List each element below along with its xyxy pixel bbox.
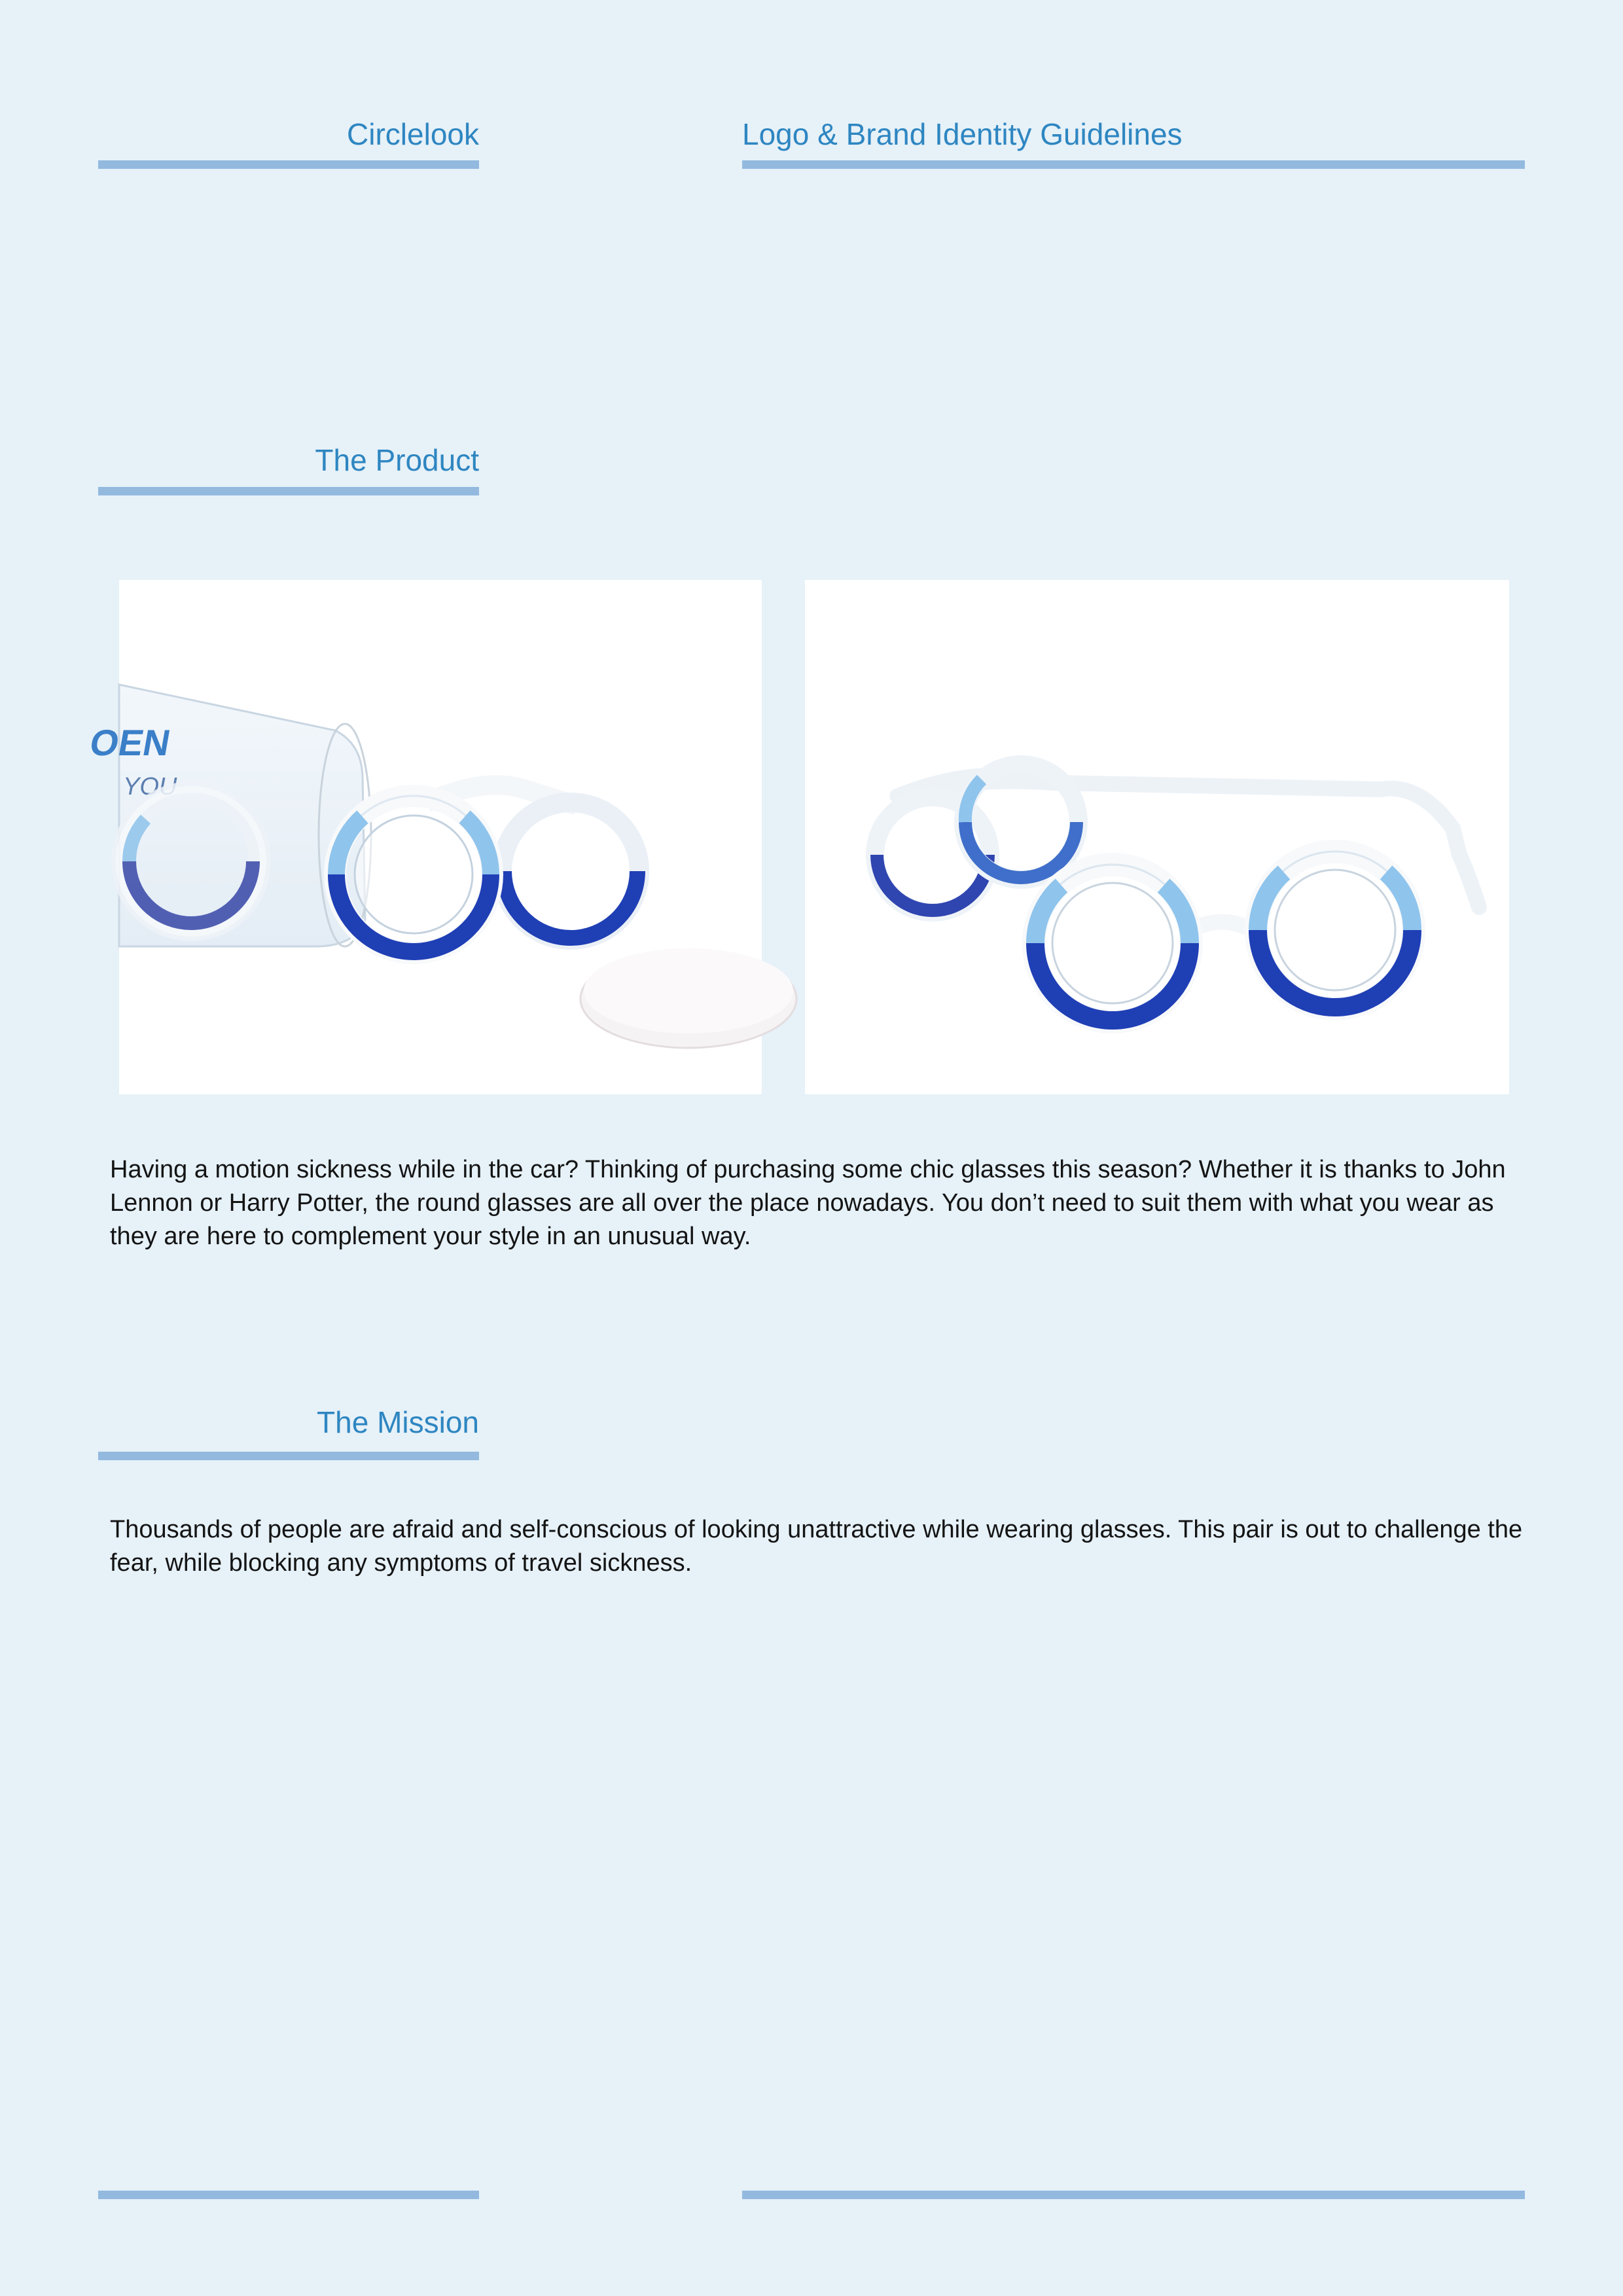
- glasses-illustration: [805, 580, 1509, 1094]
- case-print-secondary: YOU: [123, 773, 177, 800]
- product-photo-glasses-with-case: [86, 580, 762, 1094]
- case-lid: [580, 948, 796, 1048]
- brand-rule: [98, 160, 479, 169]
- product-photo-glasses: [805, 580, 1509, 1094]
- product-description: Having a motion sickness while in the car? Thinking of purchasing some chic glasses this season? Whether it is thanks to John Lennon or Harry Potter, the round glasses are all over the place nowadays. You don’t need to suit them with what you wear as they are here to complement your style in an unusual way.: [110, 1156, 1506, 1250]
- mission-description: Thousands of people are afraid and self-conscious of looking unattractive while wearing glasses. This pair is out to challenge the fear, while blocking any symptoms of travel sickness.: [110, 1516, 1523, 1577]
- glasses-outside-case: [335, 785, 639, 953]
- product-rule: [98, 487, 479, 495]
- document-title: Logo & Brand Identity Guidelines: [742, 117, 1183, 151]
- glasses-front-right-lens: [1257, 852, 1414, 1009]
- footer-rule-left: [98, 2191, 479, 2199]
- glasses-case-illustration: [86, 580, 762, 1094]
- brand-name: Circlelook: [347, 117, 479, 151]
- case-print-primary: OEN: [86, 722, 174, 763]
- glasses-front-left-lens: [1034, 865, 1191, 1022]
- mission-rule: [98, 1452, 479, 1460]
- product-heading: The Product: [315, 443, 479, 477]
- footer-rule-right: [742, 2191, 1525, 2199]
- mission-heading: The Mission: [317, 1405, 479, 1439]
- title-rule: [742, 160, 1525, 169]
